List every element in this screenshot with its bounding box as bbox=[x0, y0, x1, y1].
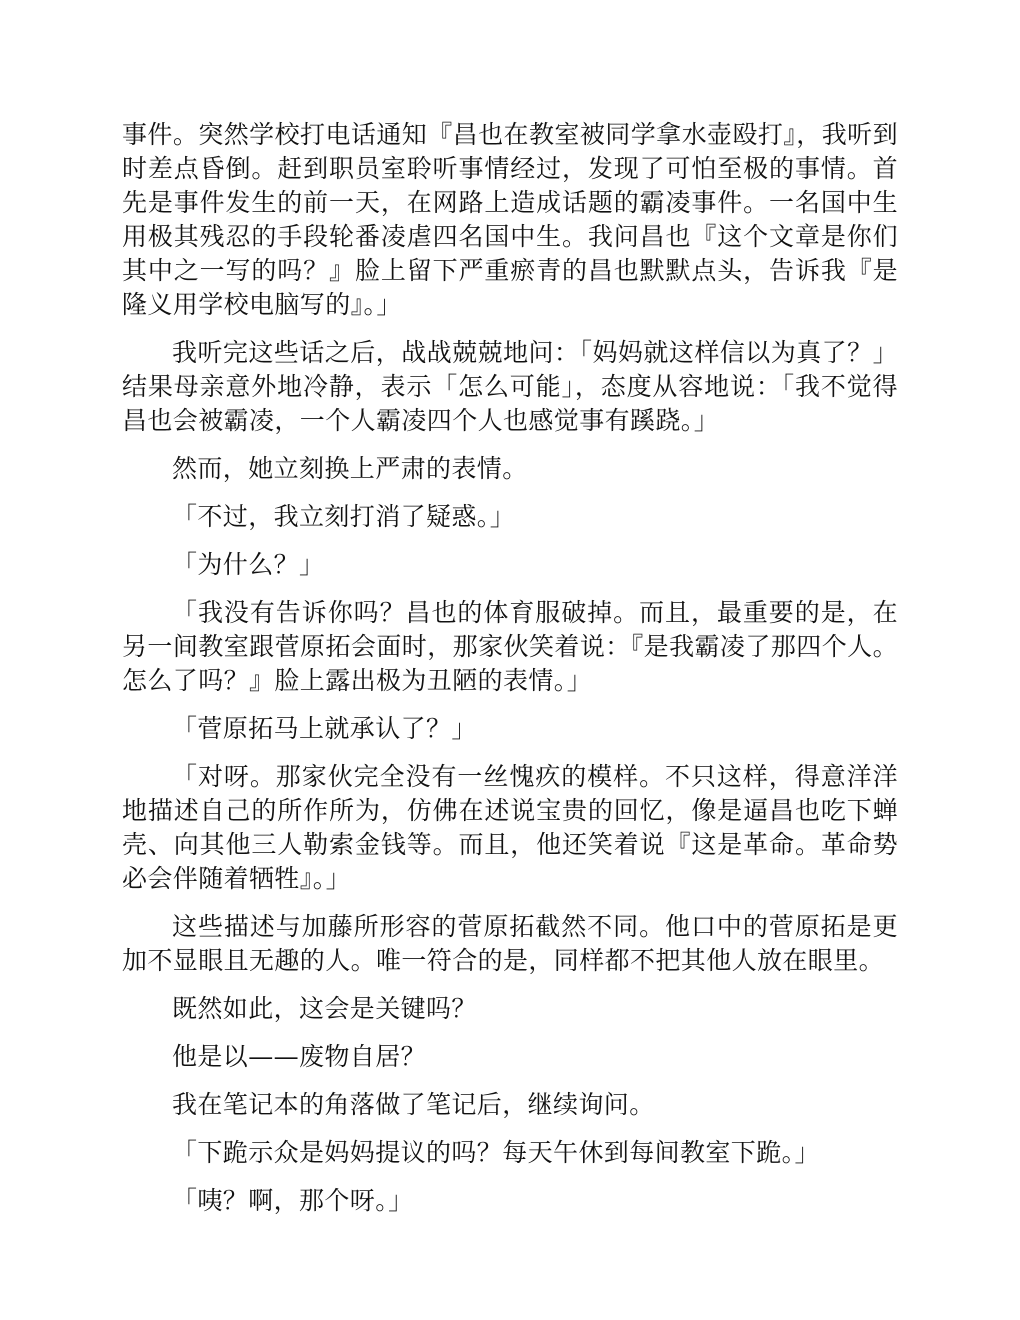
paragraph: 「下跪示众是妈妈提议的吗？每天午休到每间教室下跪。」 bbox=[172, 1138, 820, 1167]
paragraph: 我在笔记本的角落做了笔记后，继续询问。 bbox=[172, 1090, 655, 1119]
paragraph: 「菅原拓马上就承认了？」 bbox=[172, 714, 477, 743]
paragraph: 这些描述与加藤所形容的菅原拓截然不同。他口中的菅原拓是更加不显眼且无趣的人。唯一符合的是，同样都不把其他人放在眼里。 bbox=[122, 912, 898, 975]
paragraph: 他是以——废物自居？ bbox=[172, 1042, 427, 1071]
paragraph: 「对呀。那家伙完全没有一丝愧疚的模样。不只这样，得意洋洋地描述自己的所作所为，仿佛在述说宝贵的回忆，像是逼昌也吃下蝉壳、向其他三人勒索金钱等。而且，他还笑着说『这是革命。革命势必会伴随着牺牲』。」 bbox=[122, 762, 898, 893]
paragraph: 「为什么？」 bbox=[172, 550, 325, 579]
paragraph: 事件。突然学校打电话通知『昌也在教室被同学拿水壶殴打』，我听到时差点昏倒。赶到职员室聆听事情经过，发现了可怕至极的事情。首先是事件发生的前一天，在网路上造成话题的霸凌事件。一名国中生用极其残忍的手段轮番凌虐四名国中生。我问昌也『这个文章是你们其中之一写的吗？』脸上留下严重瘀青的昌也默默点头，告诉我『是隆义用学校电脑写的』。」 bbox=[122, 120, 898, 319]
paragraph: 「我没有告诉你吗？昌也的体育服破掉。而且，最重要的是，在另一间教室跟菅原拓会面时，那家伙笑着说：『是我霸凌了那四个人。怎么了吗？』脸上露出极为丑陋的表情。」 bbox=[122, 598, 898, 695]
paragraph: 「不过，我立刻打消了疑惑。」 bbox=[172, 502, 516, 531]
paragraph: 「咦？啊，那个呀。」 bbox=[172, 1186, 414, 1215]
paragraph: 我听完这些话之后，战战兢兢地问：「妈妈就这样信以为真了？」结果母亲意外地冷静，表示「怎么可能」，态度从容地说：「我不觉得昌也会被霸凌，一个人霸凌四个人也感觉事有蹊跷。」 bbox=[122, 338, 898, 435]
page-body bbox=[122, 118, 898, 1232]
paragraph: 既然如此，这会是关键吗？ bbox=[172, 994, 477, 1023]
paragraph: 然而，她立刻换上严肃的表情。 bbox=[172, 454, 528, 483]
